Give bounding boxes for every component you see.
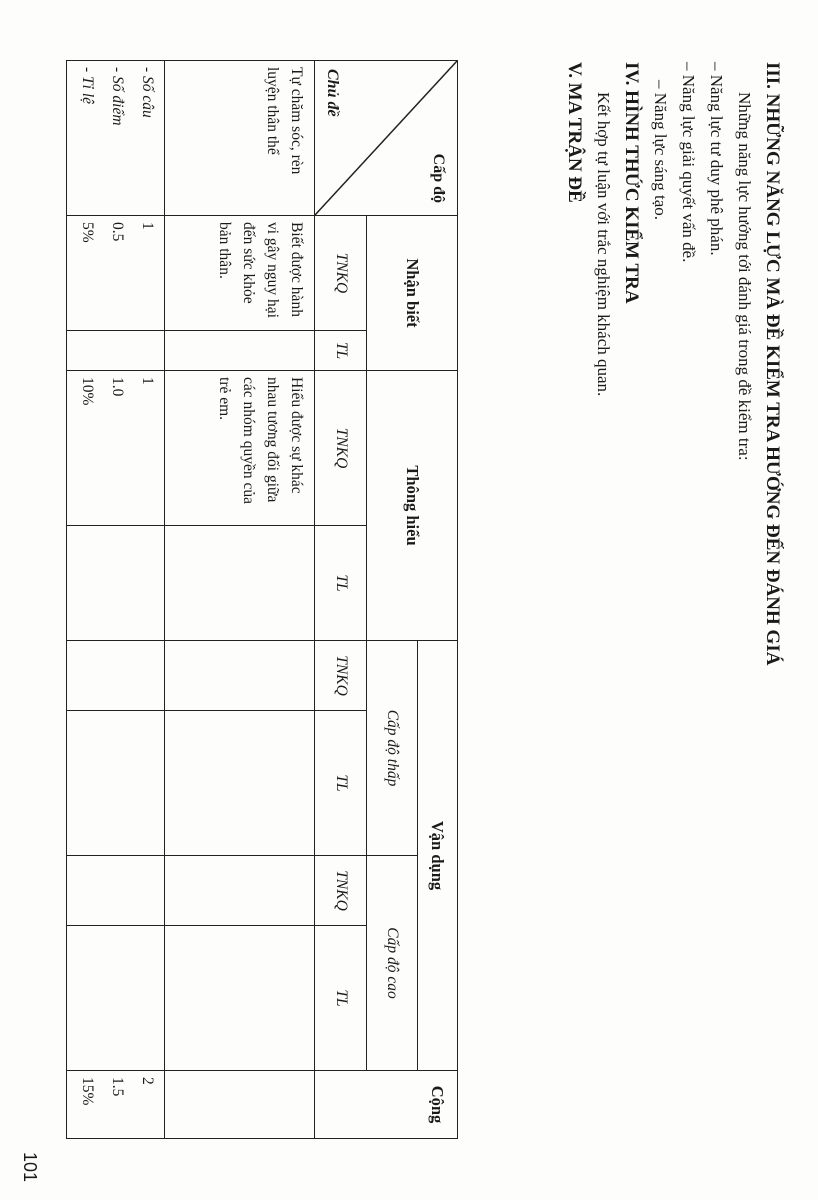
corner-label-level: Cấp độ: [430, 153, 447, 203]
col-tl: TL: [315, 331, 367, 371]
col-tnkq: TNKQ: [315, 216, 367, 331]
section-3-intro: Những năng lực hướng tới đánh giá trong đề kiểm tra:: [735, 92, 754, 461]
competency-item: – Năng lực tư duy phê phán.: [707, 62, 726, 256]
section-3-title: III. NHỮNG NĂNG LỰC MÀ ĐỀ KIỂM TRA HƯỚNG ĐẾN ĐÁNH GIÁ: [762, 62, 783, 666]
ti-le-label: - Tỉ lệ: [79, 67, 96, 105]
empty-cell: [67, 641, 165, 711]
section-4-title: IV. HÌNH THỨC KIỂM TRA: [621, 62, 642, 304]
header-cap-do-cao: Cấp độ cao: [367, 856, 417, 1071]
empty-cell: [67, 331, 165, 371]
col-tnkq: TNKQ: [315, 856, 367, 926]
thong-hieu-summary-cell: 1 1.0 10%: [67, 371, 165, 526]
empty-cell: [165, 526, 315, 641]
empty-cell: [67, 926, 165, 1071]
page-number: 101: [20, 1152, 40, 1183]
header-nhan-biet: Nhận biết: [367, 216, 458, 371]
empty-cell: [165, 856, 315, 926]
header-cap-do-thap: Cấp độ thấp: [367, 641, 417, 856]
empty-cell: [165, 331, 315, 371]
nhan-biet-summary-cell: 1 0.5 5%: [67, 216, 165, 331]
empty-cell: [67, 711, 165, 856]
nhan-biet-tnkq-cell: Biết được hành vi gây nguy hại đến sức khỏe bản thân.: [165, 216, 315, 331]
summary-labels-cell: [67, 61, 165, 216]
empty-cell: [165, 1071, 315, 1139]
header-van-dung: Vận dụng: [417, 641, 457, 1071]
empty-cell: [165, 641, 315, 711]
empty-cell: [67, 856, 165, 926]
test-matrix-table: [66, 60, 458, 1139]
topic-cell: Tự chăm sóc, rèn luyện thân thể: [165, 61, 315, 216]
col-tnkq: TNKQ: [315, 371, 367, 526]
so-diem-label: - Số điểm: [109, 67, 126, 126]
header-cong: Cộng: [315, 1071, 458, 1139]
competency-item: – Năng lực giải quyết vấn đề.: [679, 62, 698, 263]
col-tnkq: TNKQ: [315, 641, 367, 711]
competency-item: – Năng lực sáng tạo.: [651, 80, 670, 220]
col-tl: TL: [315, 926, 367, 1071]
corner-cell: [315, 61, 458, 216]
col-tl: TL: [315, 711, 367, 856]
section-5-title: V. MA TRẬN ĐỀ: [564, 62, 585, 203]
cong-summary-cell: 2 1.5 15%: [67, 1071, 165, 1139]
header-thong-hieu: Thông hiểu: [367, 371, 458, 641]
thong-hieu-tnkq-cell: Hiểu được sự khác nhau tương đối giữa các nhóm quyền của trẻ em.: [165, 371, 315, 526]
empty-cell: [67, 526, 165, 641]
empty-cell: [165, 926, 315, 1071]
col-tl: TL: [315, 526, 367, 641]
empty-cell: [165, 711, 315, 856]
corner-label-topic: Chủ đề: [324, 69, 341, 117]
so-cau-label: - Số câu: [139, 67, 156, 118]
section-4-text: Kết hợp tự luận với trắc nghiệm khách quan.: [594, 92, 613, 397]
